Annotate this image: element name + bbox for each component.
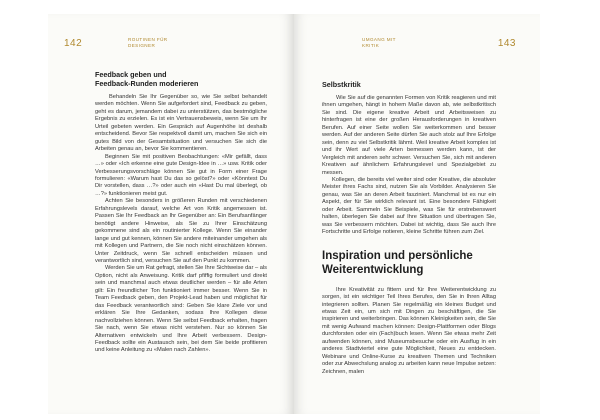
running-head-right-line1: UMGANG MIT (362, 37, 396, 42)
paragraph: Achten Sie besonders in größeren Runden mit verschiedenen Erfahrungslevels darauf, welche Art von Kritik angemessen ist. Passen Sie Ihr Feedback an Ihr Gegenüber an: Ein Berufsanfänger benötigt andere Hinweise, als Sie zu Ihrer Einschätzung gekommene sind als ein routinierter Kollege. Wenn Sie einander lange und gut kennen, können Sie andere miteinander umgehen als mit Kollegen und Partnern, die Sie noch nicht einschätzen können. Unter Zeitdruck, wenn Sie schnell entscheiden müssen und verantwortlich sind, versuchen Sie auf den Punkt zu kommen. (95, 198, 267, 264)
left-body-text (95, 94, 267, 355)
open-book (48, 14, 540, 414)
page-number-right: 143 (497, 38, 516, 49)
section-heading-feedback (95, 70, 267, 88)
left-page (48, 14, 294, 414)
section-heading-selbstkritik: Selbstkritik (322, 80, 361, 89)
right-body-text-2 (322, 287, 496, 376)
right-page (294, 14, 540, 414)
running-head-left-line2: DESIGNER (128, 42, 156, 48)
paragraph: Kollegen, die bereits viel weiter sind oder Kreative, die absoluter Meister ihres Fachs sind, nutzen Sie als Vorbilder. Analysieren Sie genau, was Sie an deren Arbeit fasziniert. Manchmal ist es nur ein Aspekt, der für Sie wirklich relevant ist. Eine besondere Fähigkeit oder Arbeit. Sammeln Sie Beispiele, was Sie für erstrebenswert halten, überlegen Sie dabei auf Ihre Situation und übertragen Sie, was Sie verbessern möchten. Dabei ist wichtig, dass Sie auch Ihre Fortschritte und Erfolge notieren, kleine Schritte führen zum Ziel. (322, 176, 496, 236)
paragraph: Ihre Kreativität zu fittern und für Ihre Weiterentwicklung zu sorgen, ist ein wichtiger Teil Ihres Berufes, den Sie in Ihren Alltag integrieren sollten. Planen Sie regelmäßig ein kleines Budget und etwas Zeit ein, um sich mit Dingen zu beschäftigen, die Sie inspirieren und weiterbringen. Das können Kleinigkeiten sein, die Sie mit wenig Aufwand machen können: Design-Plattformen oder Blogs durchforsten oder ein (Fach)buch lesen. Wenn Sie etwas mehr Zeit aufwenden können, sind Museumsbesuche oder ein Ausflug in ein anderes Stadtviertel eine gute Möglichkeit, Neues zu entdecken. Webinare und Online-Kurse zu kreativen Themen und Techniken oder zur Abwechslung analog zu arbeiten kann neue Impulse setzen: Zeichnen, malen (322, 286, 496, 375)
running-head-right-line2: KRITIK (362, 42, 380, 48)
section-heading-inspiration-line1: Inspiration und persönliche (322, 249, 473, 262)
section-heading-feedback-line1: Feedback geben und (95, 70, 167, 79)
paragraph: Werden Sie um Rat gefragt, stellen Sie Ihre Sichtweise dar – als Option, nicht als Anweisung. Kritik darf pfiffig formuliert und direkt sein und manchmal auch etwas deutlicher werden – für alle Arten gilt: Ein freundlicher Ton funktioniert immer besser. Wenn Sie in Team Feedback geben, den Projekt-Lead haben und möglichst für das Feedback verantwortlich sind: Geben Sie klare Ziele vor und erklären Sie Ihre Gedanken, sodass Ihre Kollegen diese nachvollziehen können. Wenn Sie selbst Feedback erhalten, fragen Sie nach, wenn Sie etwas nicht verstehen. Nur so können Sie Alternativen entwickeln und Ihre Arbeit verbessern. Design-Feedback sollte ein Austausch sein, bei dem Sie beide profitieren und keine Anleitung zu «Malen nach Zahlen». (95, 265, 267, 354)
paragraph: Wie Sie auf die genannten Formen von Kritik reagieren und mit ihnen umgehen, hängt in hohem Maße davon ab, wie selbstkritisch Sie sind. Die eigene kreative Arbeit und Arbeitsweisen zu hinterfragen ist eine der großen Herausforderungen in kreativen Berufen. Auf einer Seite wollen Sie weiterkommen und besser werden. Auf der anderen Seite dürfen Sie auch stolz auf Ihre Erfolge sein, denn zu viel Selbstkritik lähmt. Weil kreative Arbeit komplex ist und ihr Wert auf viele Arten bemessen werden kann, ist der Vergleich mit anderen sehr schwer. Versuchen Sie, sich mit anderen Kreativen auf ähnlichem Erfahrungslevel und Spezialgebiet zu messen. (322, 95, 496, 176)
right-body-text (322, 95, 496, 237)
paragraph: Behandeln Sie Ihr Gegenüber so, wie Sie selbst behandelt werden möchten. Wenn Sie aufgefordert sind, Feedback zu geben, geht es darum, jemandem dabei zu unterstützen, das bestmögliche Ergebnis zu erzielen. Es ist ein Vertrauensbeweis, wenn Sie um Ihr Urteil gebeten werden. Ein Gespräch auf Augenhöhe ist deshalb entscheidend. Bevor Sie respektvoll damit um, machen Sie sich ein gutes Bild von der Gesamtsituation und versuchen Sie sich die Arbeiten genau an, bevor Sie kommentieren. (95, 94, 267, 153)
running-head-left-line1: ROUTINEN FÜR (128, 37, 168, 42)
running-head-left (128, 37, 168, 48)
section-heading-inspiration-line2: Weiterentwicklung (322, 263, 424, 276)
section-heading-feedback-line2: Feedback-Runden moderieren (95, 79, 199, 88)
running-head-right (362, 37, 396, 48)
paragraph: Beginnen Sie mit positiven Beobachtungen: «Mir gefällt, dass …» oder «Ich erkenne eine gute Design-Idee in …» usw. Kritik oder Verbesserungsvorschläge können Sie gut in Form einer Frage formulieren: «Warum hast Du das so gelöst?» oder «Könntest Du Dir vorstellen, dass …?» oder auch ein «Hast Du mal überlegt, ob …?» funktionieren meist gut. (95, 153, 267, 197)
right-content (322, 80, 496, 376)
left-content (95, 70, 267, 355)
section-heading-inspiration (322, 249, 496, 277)
page-number-left: 142 (64, 38, 83, 49)
